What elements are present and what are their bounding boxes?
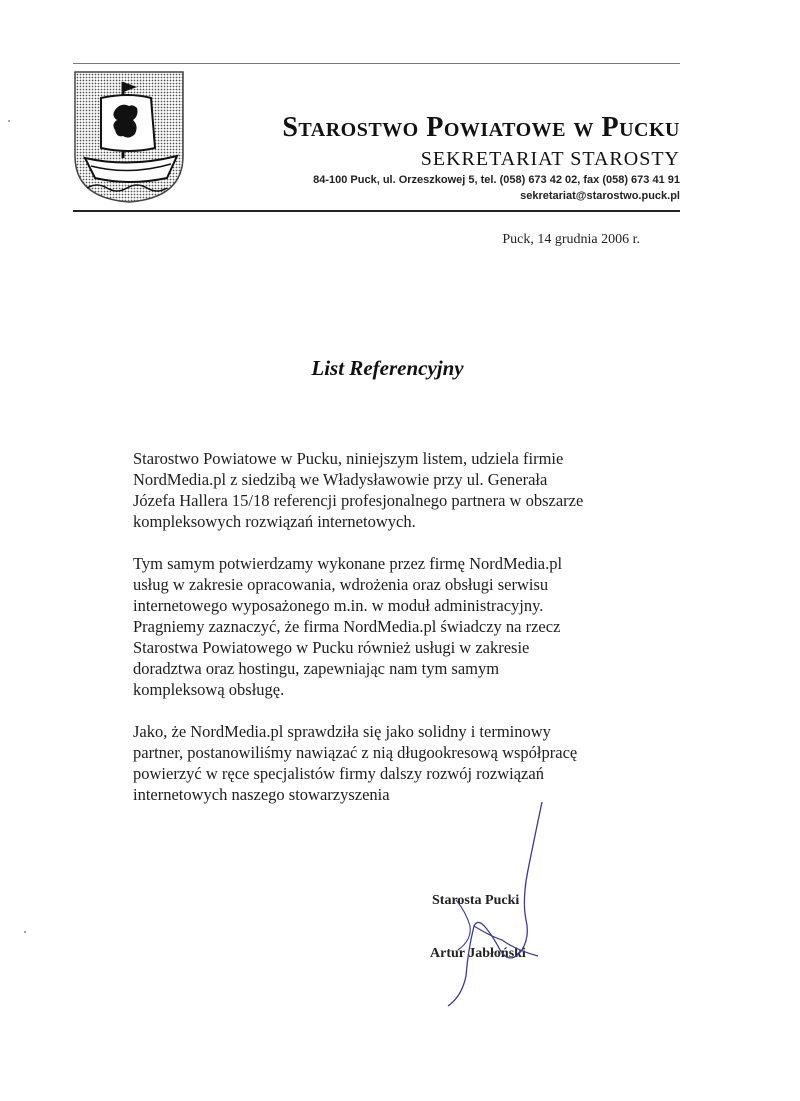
handwritten-signature-icon bbox=[430, 800, 560, 1010]
department-name: SEKRETARIAT STAROSTY bbox=[420, 148, 680, 170]
text-line: Pragniemy zaznaczyć, że firma NordMedia.pl świadczy na rzecz bbox=[133, 617, 561, 636]
text-line: powierzyć w ręce specjalistów firmy dalszy rozwój rozwiązań bbox=[133, 764, 544, 783]
text-line: Jako, że NordMedia.pl sprawdziła się jako solidny i terminowy bbox=[133, 722, 551, 741]
text-line: kompleksową obsługę. bbox=[133, 680, 285, 699]
signatory-name: Artur Jabłoński bbox=[430, 946, 526, 961]
text-line: Józefa Hallera 15/18 referencji profesjonalnego partnera w obszarze bbox=[133, 491, 584, 510]
text-line: internetowych naszego stowarzyszenia bbox=[133, 785, 390, 804]
paper-speck bbox=[24, 931, 26, 933]
text-line: kompleksowych rozwiązań internetowych. bbox=[133, 512, 416, 531]
letterhead-bottom-rule bbox=[73, 210, 680, 212]
signatory-role: Starosta Pucki bbox=[432, 893, 520, 908]
text-line: Tym samym potwierdzamy wykonane przez firmę NordMedia.pl bbox=[133, 554, 563, 573]
body-paragraph-3 bbox=[133, 721, 653, 805]
letter-date: Puck, 14 grudnia 2006 r. bbox=[502, 232, 640, 247]
org-email: sekretariat@starostwo.puck.pl bbox=[520, 190, 680, 202]
text-line: partner, postanowiliśmy nawiązać z nią długookresową współpracę bbox=[133, 743, 578, 762]
document-title: List Referencyjny bbox=[311, 356, 464, 380]
body-paragraph-2 bbox=[133, 553, 653, 700]
ship-crest-icon bbox=[73, 70, 185, 204]
text-line: Starostwo Powiatowe w Pucku, niniejszym listem, udziela firmie bbox=[133, 449, 564, 468]
text-line: usług w zakresie opracowania, wdrożenia oraz obsługi serwisu bbox=[133, 575, 549, 594]
org-name: Starostwo Powiatowe w Pucku bbox=[282, 112, 680, 143]
text-line: NordMedia.pl z siedzibą we Władysławowie przy ul. Generała bbox=[133, 470, 548, 489]
org-address: 84-100 Puck, ul. Orzeszkowej 5, tel. (058) 673 42 02, fax (058) 673 41 91 bbox=[313, 174, 680, 186]
text-line: doradztwa oraz hostingu, zapewniając nam tym samym bbox=[133, 659, 500, 678]
text-line: Starostwa Powiatowego w Pucku również usługi w zakresie bbox=[133, 638, 530, 657]
text-line: internetowego wyposażonego m.in. w moduł administracyjny. bbox=[133, 596, 544, 615]
letter-body bbox=[133, 448, 653, 826]
body-paragraph-1 bbox=[133, 448, 653, 532]
paper-speck bbox=[8, 120, 10, 122]
letterhead-top-rule bbox=[73, 63, 680, 64]
